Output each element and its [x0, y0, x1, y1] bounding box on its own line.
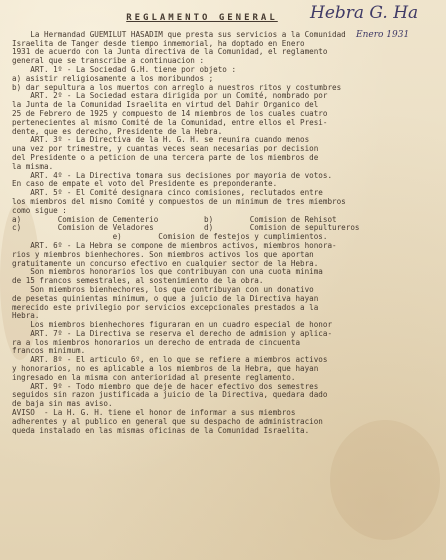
text-line: adherentes y al publico en general que su despacho de administracion [12, 416, 323, 426]
text-line: ra a los miembros honorarios un derecho de entrada de cincuenta [12, 337, 301, 347]
text-line: general que se transcribe a continuacion : [12, 56, 205, 66]
text-line: la misma. [12, 161, 54, 171]
text-line: Los miembros bienhechores figuraran en un cuadro especial de honor [12, 320, 333, 330]
text-line: ART. 9º - Todo miembro que deje de hacer efectivo dos semestres [12, 381, 319, 391]
text-line: de baja sin mas aviso. [12, 399, 113, 409]
text-line: ART. 6º - La Hebra se compone de miembros activos, miembros honora- [12, 240, 337, 250]
text-line: gratuitamente un concurso efectivo en cualquier sector de la Hebra. [12, 258, 319, 268]
paper-stain [330, 420, 440, 540]
text-line: AVISO - La H. G. H. tiene el honor de informar a sus miembros [12, 408, 296, 418]
text-line: los miembros del mismo Comité y compuestos de un minimum de tres miembros [12, 196, 346, 206]
text-line: Son miembros bienhechores, los que contribuyan con un donativo [12, 284, 314, 294]
handwritten-date: Enero 1931 [356, 30, 410, 40]
text-line: ART. 3º - La Directiva de la H. G. H. se reunira cuando menos [12, 135, 310, 145]
text-line: la Junta de la Comunidad Israelita en virtud del Dahir Organico del [12, 100, 319, 110]
text-line: ART. 2º - La Sociedad estara dirigida por un Comité, nombrado por [12, 91, 328, 101]
text-line: e) Comision de festejos y cumplimientos. [12, 232, 328, 242]
text-line: 1931 de acuerdo con la Junta directiva de la Comunidad, el reglamento [12, 47, 328, 57]
text-line: queda instalado en las mismas oficinas de la Comunidad Israelita. [12, 425, 310, 435]
text-line: seguidos sin razon justificada a juicio de la Directiva, quedara dado [12, 390, 328, 400]
text-line: Hebra. [12, 311, 40, 321]
text-line: a) asistir religiosamente a los moribundos ; [12, 73, 214, 83]
text-line: En caso de empate el voto del Presidente es preponderante. [12, 179, 278, 189]
document-title: REGLAMENTO GENERAL [126, 13, 278, 23]
text-line: ART. 5º - El Comité designara cinco comisiones, reclutados entre [12, 188, 323, 198]
text-line: de 15 francos semestrales, al sostenimiento de la obra. [12, 276, 264, 286]
text-lines [12, 31, 438, 436]
text-line: La Hermandad GUEMILUT HASADIM que presta sus servicios a la Comunidad [12, 29, 346, 39]
text-line: ART. 4º - La Directiva tomara sus decisiones por mayoria de votos. [12, 170, 333, 180]
text-line: Son miembros honorarios los que contribuyan con una cuota minima [12, 267, 323, 277]
text-line: ART. 1º - La Sociedad G.H. tiene por objeto : [12, 64, 237, 74]
text-line: y honorarios, no es aplicable a los miembros de la Hebra, que hayan [12, 364, 319, 374]
text-line: como sigue : [12, 205, 67, 215]
text-line: rios y miembros bienhechores. Son miembros activos los que aportan [12, 249, 314, 259]
text-line: merecido este privilegio por servicios excepcionales prestados a la [12, 302, 319, 312]
document-body [12, 14, 438, 435]
text-line: Israelita de Tanger desde tiempo inmemorial, ha doptado en Enero [12, 38, 305, 48]
handwritten-name: Hebra G. Ha [310, 3, 419, 23]
text-line: de pesetas quinientas minimum, o que a juicio de la Directiva hayan [12, 293, 319, 303]
text-line: una vez por trimestre, y cuantas veces sean necesarias por decision [12, 144, 319, 154]
text-line: dente, que es derecho, Presidente de la Hebra. [12, 126, 223, 136]
text-line: b) dar sepultura a los muertos con arreglo a nuestros ritos y costumbres [12, 82, 342, 92]
text-line: del Presidente o a peticion de una tercera parte de los miembros de [12, 152, 319, 162]
text-line: francos minimum. [12, 346, 86, 356]
text-line: ingresado en la misma con anterioridad al presente reglamento. [12, 372, 296, 382]
text-line: a) Comision de Cementerio b) Comision de Rehisot [12, 214, 337, 224]
text-line: ART. 8º - El articulo 6º, en lo que se refiere a miembros activos [12, 355, 328, 365]
text-line: 25 de Febrero de 1925 y compuesto de 14 miembros de los cuales cuatro [12, 108, 328, 118]
text-line: c) Comision de Veladores d) Comision de sepultureros [12, 223, 360, 233]
text-line: pertenecientes al mismo Comité de la Comunidad, entre ellos el Presi- [12, 117, 328, 127]
text-line: ART. 7º - La Directiva se reserva el derecho de admision y aplica- [12, 328, 333, 338]
